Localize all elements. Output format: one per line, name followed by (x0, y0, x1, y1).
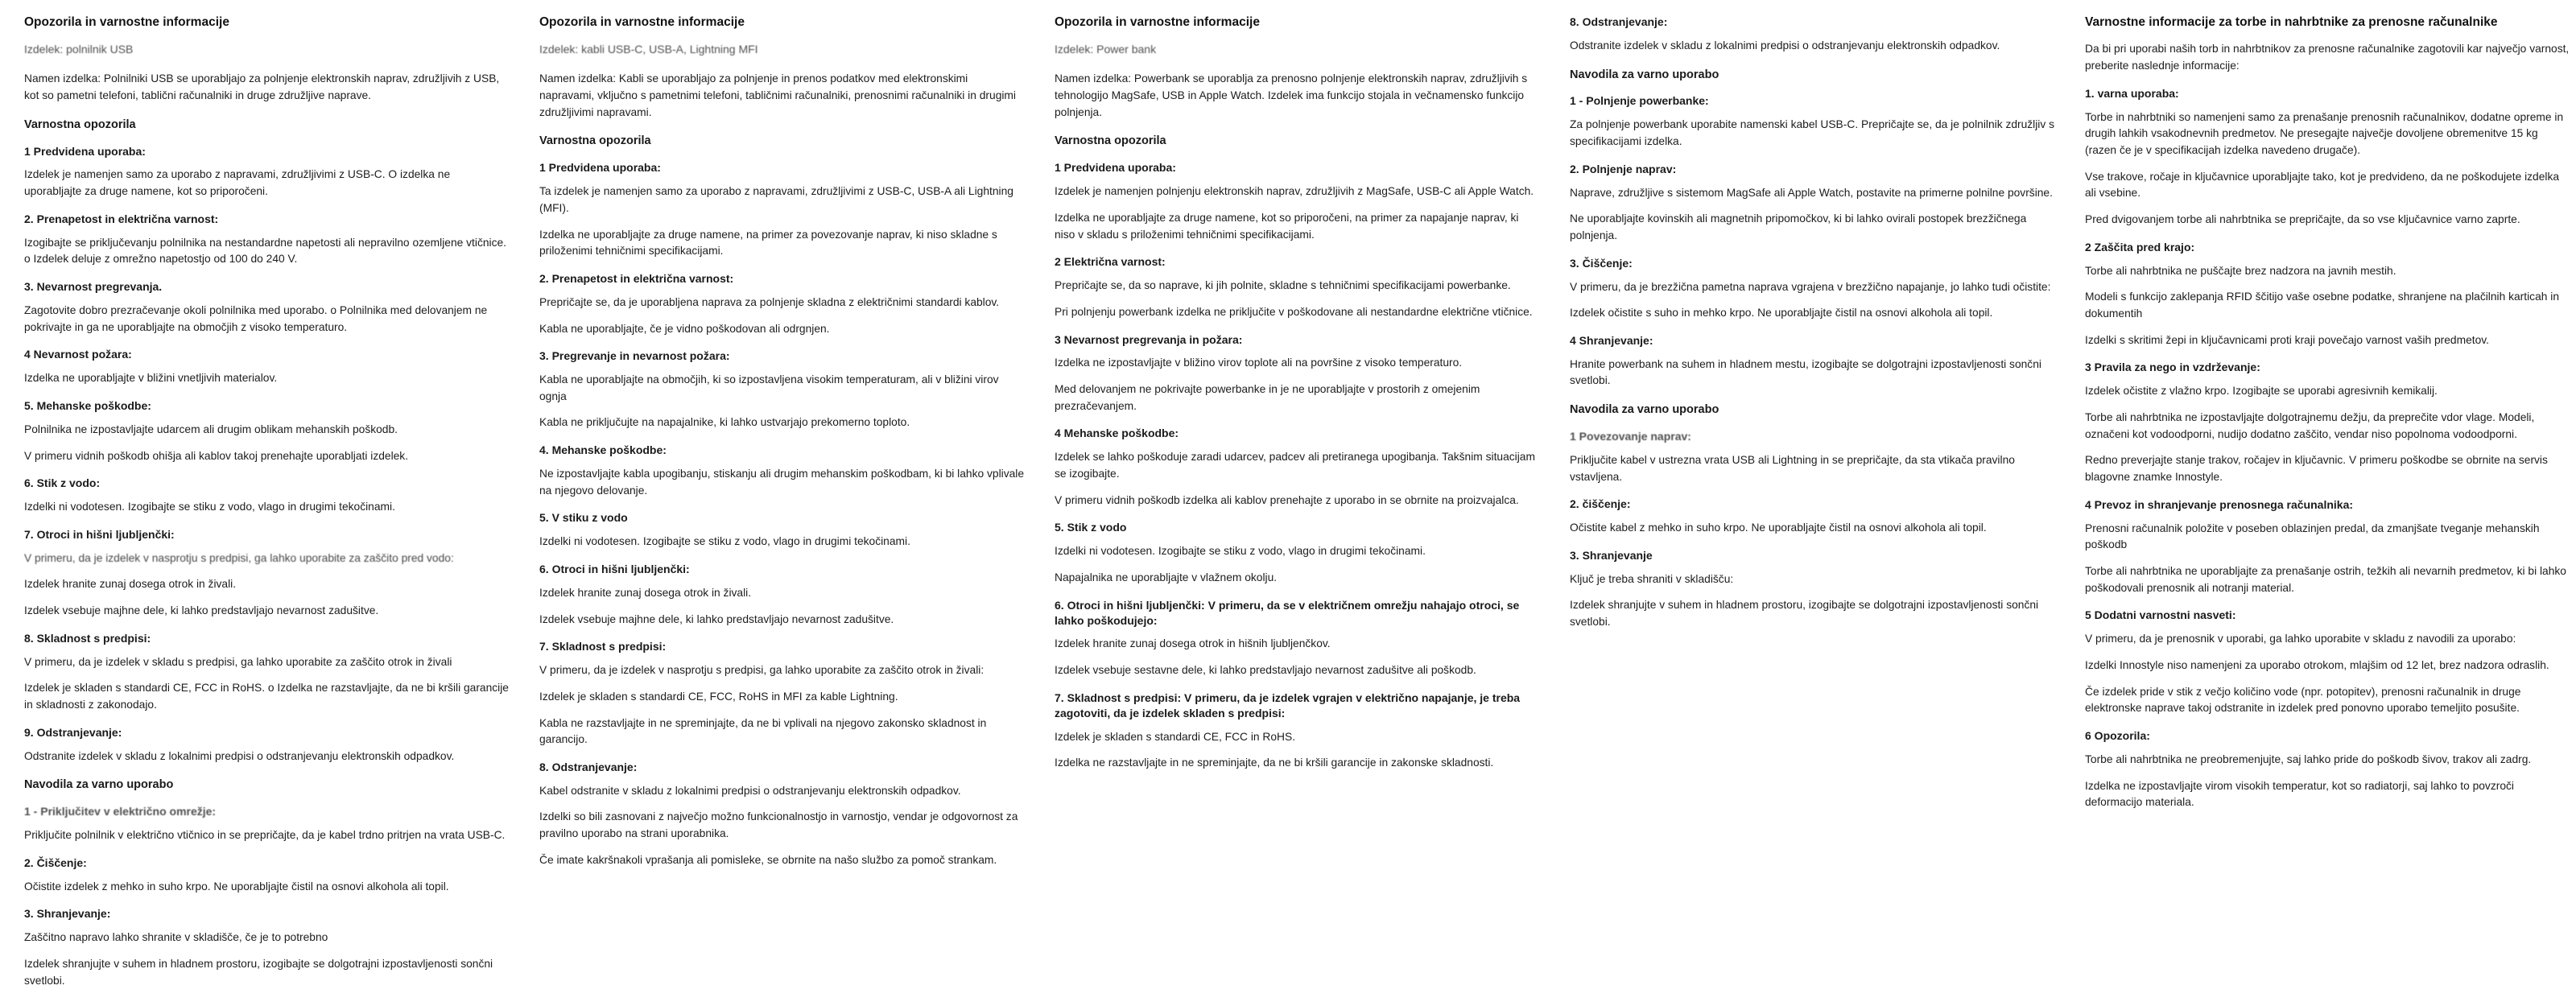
paragraph: Za polnjenje powerbank uporabite namenski kabel USB-C. Prepričajte se, da je polnilnik združljiv s specifikacijami izdelka. (1570, 118, 2055, 147)
paragraph: V primeru, da je izdelek v skladu s predpisi, ga lahko uporabite za zaščito otrok in živali (24, 655, 452, 668)
paragraph: Napajalnika ne uporabljajte v vlažnem okolju. (1055, 571, 1278, 583)
column-4-section2-heading: Navodila za varno uporabo (1570, 403, 1719, 417)
paragraph: Izdelka ne razstavljajte in ne spreminjajte, da ne bi kršili garancije in zakonske skladnosti. (1055, 757, 1494, 769)
heading: 7. Skladnost s predpisi: (539, 640, 667, 653)
paragraph: Izdelka ne uporabljajte za druge namene, kot so priporočeni, na primer za napajanje naprav, ki niso v skladu s priloženimi tehničnimi specifikacijami. (1055, 211, 1519, 241)
paragraph: Izdelek shranjujte v suhem in hladnem prostoru, izogibajte se dolgotrajni izpostavljenosti sončni svetlobi. (1570, 599, 2039, 629)
paragraph: Če izdelek pride v stik z večjo količino vode (npr. potopitev), prenosni računalnik in druge elektronske naprave takoj odstranite in izdelek pred ponovno uporabo temeljito posušite. (2085, 685, 2521, 715)
paragraph: Izdelki ni vodotesen. Izogibajte se stiku z vodo, vlago in drugimi tekočinami. (1055, 545, 1426, 558)
heading: 1 Povezovanje naprav: (1570, 430, 1691, 443)
paragraph: Kabla ne priključujte na napajalnike, ki lahko ustvarjajo prekomerno toploto. (539, 416, 910, 429)
heading: 3 Nevarnost pregrevanja in požara: (1055, 332, 1243, 346)
paragraph: Redno preverjajte stanje trakov, ročajev in ključavnic. V primeru poškodbe se obrnite na servis blagovne znamke Innostyle. (2085, 454, 2548, 484)
heading: 2. Polnjenje naprav: (1570, 162, 1677, 175)
paragraph: Izdelek hranite zunaj dosega otrok in živali. (24, 578, 237, 591)
paragraph: Kabla ne uporabljajte na območjih, ki so izpostavljena visokim temperaturam, ali v bližini virov ognja (539, 373, 999, 402)
paragraph: Pri polnjenju powerbank izdelka ne priključite v poškodovane ali nestandardne električne vtičnice. (1055, 305, 1533, 318)
column-1-intro: Namen izdelka: Polnilniki USB se uporabljajo za polnjenje elektronskih naprav, združljivih z USB, kot so pametni telefoni, tablični računalniki in druge združljive naprave. (24, 72, 500, 102)
heading: 1 - Polnjenje powerbanke: (1570, 94, 1709, 108)
paragraph: Izdelek vsebuje majhne dele, ki lahko predstavljajo nevarnost zadušitve. (24, 604, 379, 617)
paragraph: Izogibajte se priključevanju polnilnika na nestandardne napetosti ali nepravilno ozemljene vtičnice. o Izdelek deluje z omrežno napetostjo od 100 do 240 V. (24, 236, 506, 266)
paragraph: V primeru, da je izdelek v nasprotju s predpisi, ga lahko uporabite za zaščito pred vodo: (24, 551, 454, 564)
column-3-section-heading: Varnostna opozorila (1055, 134, 1166, 148)
heading: 3 Pravila za nego in vzdrževanje: (2085, 361, 2260, 374)
column-3 (1043, 14, 1558, 1006)
paragraph: Izdelka ne uporabljajte v bližini vnetljivih materialov. (24, 372, 278, 385)
heading: 2. Čiščenje: (24, 856, 87, 869)
paragraph: Med delovanjem ne pokrivajte powerbanke in je ne uporabljajte v prostorih z omejenim prezračevanjem. (1055, 383, 1480, 412)
paragraph: Ne izpostavljajte kabla upogibanju, stiskanju ali drugim mehanskim poškodbam, ki bi lahko vplivale na njegovo delovanje. (539, 468, 1025, 497)
column-4-title: 8. Odstranjevanje: (1570, 15, 1668, 28)
column-5-intro: Da bi pri uporabi naših torb in nahrbtnikov za prenosne računalnike zagotovili kar največjo varnost, preberite naslednje informacije: (2085, 43, 2570, 72)
heading: 2. Prenapetost in električna varnost: (24, 212, 219, 225)
column-3-title: Opozorila in varnostne informacije (1055, 15, 1260, 29)
column-1-product-label: Izdelek: polnilnik USB (24, 43, 134, 56)
paragraph: Zagotovite dobro prezračevanje okoli polnilnika med uporabo. o Polnilnika med delovanjem ne pokrivajte in ga ne uporabljajte na območjih z visoko temperaturo. (24, 304, 488, 333)
paragraph: Izdelek vsebuje majhne dele, ki lahko predstavljajo nevarnost zadušitve. (539, 612, 894, 625)
paragraph: Izdelki ni vodotesen. Izogibajte se stiku z vodo, vlago in drugimi tekočinami. (539, 535, 910, 548)
paragraph: Naprave, združljive s sistemom MagSafe ali Apple Watch, postavite na primerne polnilne površine. (1570, 186, 2053, 199)
paragraph: Prepričajte se, da so naprave, ki jih polnite, skladne s tehničnimi specifikacijami powerbanke. (1055, 279, 1511, 292)
heading: 5 Dodatni varnostni nasveti: (2085, 608, 2236, 622)
paragraph: Izdelka ne izpostavljajte virom visokih temperatur, kot so radiatorji, saj lahko to povzroči deformacijo materiala. (2085, 779, 2514, 809)
heading: 5. Stik z vodo (1055, 521, 1127, 534)
column-3-intro: Namen izdelka: Powerbank se uporablja za prenosno polnjenje elektronskih naprav, združljivih s tehnologijo MagSafe, USB in Apple Watch. Izdelek ima funkcijo stojala in večnamensko funkcijo polnjenja. (1055, 72, 1528, 118)
column-1 (13, 14, 528, 1006)
paragraph: Vse trakove, ročaje in ključavnice uporabljajte tako, kot je predvideno, da ne poškodujete izdelka ali vsebine. (2085, 170, 2560, 200)
paragraph: Torbe ali nahrbtnika ne preobremenjujte, saj lahko pride do poškodb šivov, trakov ali zadrg. (2085, 752, 2532, 765)
heading: 3. Nevarnost pregrevanja. (24, 280, 163, 294)
heading: 1 Predvidena uporaba: (1055, 161, 1176, 175)
heading: 1 - Priključitev v električno omrežje: (24, 805, 217, 818)
heading: 3. Shranjevanje (1570, 548, 1653, 562)
paragraph: Pred dvigovanjem torbe ali nahrbtnika se prepričajte, da so vse ključavnice varno zaprte. (2085, 213, 2520, 226)
closing-paragraph: Če imate kakršnakoli vprašanja ali pomisleke, se obrnite na našo službo za pomoč strankam. (539, 853, 997, 866)
closing-paragraph: Izdelki so bili zasnovani z največjo možno funkcionalnostjo in varnostjo, vendar je odgovornost za pravilno uporabo na strani uporabnika. (539, 810, 1018, 840)
heading: 4 Nevarnost požara: (24, 348, 132, 361)
paragraph: Hranite powerbank na suhem in hladnem mestu, izogibajte se dolgotrajni izpostavljenosti sončni svetlobi. (1570, 357, 2041, 387)
paragraph: Prepričajte se, da je uporabljena naprava za polnjenje skladna z električnimi standardi kablov. (539, 295, 1000, 308)
paragraph: Modeli s funkcijo zaklepanja RFID ščitijo vaše osebne podatke, shranjene na plačilnih karticah in dokumentih (2085, 291, 2559, 320)
paragraph: V primeru vidnih poškodb ohišja ali kablov takoj prenehajte uporabljati izdelek. (24, 449, 409, 462)
column-5-title: Varnostne informacije za torbe in nahrbtnike za prenosne računalnike (2085, 15, 2498, 29)
heading: 2. čiščenje: (1570, 497, 1631, 511)
paragraph: Izdelek je namenjen polnjenju elektronskih naprav, združljivih z MagSafe, USB-C ali Apple Watch. (1055, 185, 1534, 198)
heading: 4 Shranjevanje: (1570, 333, 1653, 347)
heading: 1 Predvidena uporaba: (539, 161, 661, 175)
paragraph: Prenosni računalnik položite v poseben oblazinjen predal, da zmanjšate tveganje mehanskih poškodb (2085, 522, 2540, 551)
paragraph: Torbe in nahrbtniki so namenjeni samo za prenašanje prenosnih računalnikov, dodatne opreme in drugih lahkih vsakodnevnih predmetov. Ne presegajte največje dovoljene obremenitve 15 kg (razen če je v specifikacijah izdelka navedeno drugače). (2085, 110, 2564, 157)
column-5 (2074, 14, 2576, 1006)
heading: 5. V stiku z vodo (539, 511, 628, 525)
column-2 (528, 14, 1043, 1006)
heading: 4. Mehanske poškodbe: (539, 443, 667, 457)
paragraph: Ta izdelek je namenjen samo za uporabo z napravami, združljivimi z USB-C, USB-A ali Lightning (MFI). (539, 185, 1013, 214)
paragraph: Torbe ali nahrbtnika ne izpostavljajte dolgotrajnemu dežju, da preprečite vdor vlage. Modeli, označeni kot vodoodporni, nudijo dodatno zaščito, vendar niso popolnoma vodoodporni. (2085, 410, 2535, 440)
heading: 2 Električna varnost: (1055, 255, 1166, 269)
paragraph: Izdelek vsebuje sestavne dele, ki lahko predstavljajo nevarnost zadušitve ali poškodb. (1055, 664, 1476, 677)
heading: 3. Pregrevanje in nevarnost požara: (539, 349, 730, 363)
column-4 (1558, 14, 2074, 1006)
column-2-product-label: Izdelek: kabli USB-C, USB-A, Lightning MFI (539, 43, 758, 56)
heading: 8. Skladnost s predpisi: (24, 631, 151, 645)
paragraph: Izdelki ni vodotesen. Izogibajte se stiku z vodo, vlago in drugimi tekočinami. (24, 501, 395, 513)
paragraph: Izdelek hranite zunaj dosega otrok in živali. (539, 586, 752, 599)
heading: 8. Odstranjevanje: (539, 760, 638, 773)
heading: 6. Otroci in hišni ljubljenčki: V primeru, da se v električnem omrežju nahajajo otroci, se lahko poškodujejo: (1055, 598, 1520, 627)
column-2-section-heading: Varnostna opozorila (539, 134, 651, 148)
paragraph: Izdelek je skladen s standardi CE, FCC in RoHS. o Izdelka ne razstavljajte, da ne bi kršili garancije in skladnosti z zakonodajo. (24, 682, 509, 711)
heading: 9. Odstranjevanje: (24, 725, 122, 739)
paragraph: Izdelek očistite z vlažno krpo. Izogibajte se uporabi agresivnih kemikalij. (2085, 385, 2438, 398)
heading: 1. varna uporaba: (2085, 86, 2179, 100)
paragraph: Izdelek je namenjen samo za uporabo z napravami, združljivimi z USB-C. O izdelka ne uporabljajte za druge namene, kot so priporočeni. (24, 168, 451, 198)
paragraph: Kabla ne razstavljajte in ne spreminjajte, da ne bi vplivali na njegovo zakonsko skladnost in garancijo. (539, 716, 987, 746)
paragraph: Priključite kabel v ustrezna vrata USB ali Lightning in se prepričajte, da sta vtikača pravilno vstavljena. (1570, 453, 2015, 483)
heading: 6 Opozorila: (2085, 729, 2150, 743)
heading: 3. Čiščenje: (1570, 256, 1633, 270)
paragraph: Izdelek shranjujte v suhem in hladnem prostoru, izogibajte se dolgotrajni izpostavljenosti sončni svetlobi. (24, 957, 493, 987)
column-1-section-heading: Varnostna opozorila (24, 118, 136, 131)
paragraph: Izdelek se lahko poškoduje zaradi udarcev, padcev ali pretiranega upogibanja. Takšnim situacijam se izogibajte. (1055, 451, 1535, 480)
paragraph: Torbe ali nahrbtnika ne uporabljajte za prenašanje ostrih, težkih ali nevarnih predmetov, ki bi lahko poškodovali prenosnik ali notranji material. (2085, 565, 2566, 594)
column-2-title: Opozorila in varnostne informacije (539, 15, 745, 29)
heading: 6. Otroci in hišni ljubljenčki: (539, 562, 690, 575)
paragraph: V primeru vidnih poškodb izdelka ali kablov prenehajte z uporabo in se obrnite na proizvajalca. (1055, 493, 1519, 506)
heading: 4 Prevoz in shranjevanje prenosnega računalnika: (2085, 497, 2354, 511)
column-4-section-heading: Navodila za varno uporabo (1570, 68, 1719, 81)
paragraph: Izdelek očistite s suho in mehko krpo. Ne uporabljajte čistil na osnovi alkohola ali topil. (1570, 307, 1993, 320)
paragraph: Izdelka ne izpostavljajte v bližino virov toplote ali na površine z visoko temperaturo. (1055, 357, 1463, 369)
column-3-product-label: Izdelek: Power bank (1055, 43, 1157, 56)
paragraph: Izdelka ne uporabljajte za druge namene, na primer za povezovanje naprav, ki niso skladne s priloženimi tehničnimi specifikacijami. (539, 228, 997, 258)
heading: 2. Prenapetost in električna varnost: (539, 271, 734, 285)
heading: 2 Zaščita pred krajo: (2085, 240, 2195, 254)
heading: 1 Predvidena uporaba: (24, 144, 146, 158)
paragraph: Izdelek hranite zunaj dosega otrok in hišnih ljubljenčkov. (1055, 637, 1331, 650)
paragraph: Torbe ali nahrbtnika ne puščajte brez nadzora na javnih mestih. (2085, 264, 2396, 277)
paragraph: Izdelek je skladen s standardi CE, FCC, RoHS in MFI za kable Lightning. (539, 690, 898, 703)
heading: 6. Stik z vodo: (24, 476, 101, 490)
heading: 7. Skladnost s predpisi: V primeru, da je izdelek vgrajen v električno napajanje, je treba zagotoviti, da je izdelek skladen s predpisi: (1055, 691, 1521, 719)
heading: 7. Otroci in hišni ljubljenčki: (24, 527, 175, 541)
column-1-title: Opozorila in varnostne informacije (24, 15, 229, 29)
column-2-intro: Namen izdelka: Kabli se uporabljajo za polnjenje in prenos podatkov med elektronskimi napravami, vključno s pametnimi telefoni, tabličnimi računalniki, prenosnimi računalniki in drugimi združljivimi napravami. (539, 72, 1016, 118)
paragraph: Priključite polnilnik v električno vtičnico in se prepričajte, da je kabel trdno pritrjen na vrata USB-C. (24, 829, 506, 842)
paragraph: Očistite izdelek z mehko in suho krpo. Ne uporabljajte čistil na osnovi alkohola ali topil. (24, 880, 449, 893)
paragraph: V primeru, da je brezžična pametna naprava vgrajena v brezžično napajanje, jo lahko tudi očistite: (1570, 280, 2051, 293)
paragraph: Očistite kabel z mehko in suho krpo. Ne uporabljajte čistil na osnovi alkohola ali topil. (1570, 522, 1987, 534)
paragraph: Zaščitno napravo lahko shranite v skladišče, če je to potrebno (24, 931, 328, 944)
heading: 3. Shranjevanje: (24, 907, 111, 921)
paragraph: Odstranite izdelek v skladu z lokalnimi predpisi o odstranjevanju elektronskih odpadkov. (24, 749, 455, 762)
paragraph: Kabla ne uporabljajte, če je vidno poškodovan ali odrgnjen. (539, 322, 830, 335)
paragraph: Izdelek je skladen s standardi CE, FCC in RoHS. (1055, 730, 1296, 743)
column-1-section2-heading: Navodila za varno uporabo (24, 778, 174, 792)
heading: 5. Mehanske poškodbe: (24, 398, 151, 412)
paragraph: Izdelki Innostyle niso namenjeni za uporabo otrokom, mlajšim od 12 let, brez nadzora odraslih. (2085, 658, 2549, 671)
paragraph: Polnilnika ne izpostavljajte udarcem ali drugim oblikam mehanskih poškodb. (24, 423, 398, 435)
heading: 4 Mehanske poškodbe: (1055, 427, 1179, 440)
paragraph: V primeru, da je izdelek v nasprotju s predpisi, ga lahko uporabite za zaščito otrok in živali: (539, 664, 985, 677)
column-4-intro: Odstranite izdelek v skladu z lokalnimi predpisi o odstranjevanju elektronskih odpadkov. (1570, 39, 2000, 52)
paragraph: Ne uporabljajte kovinskih ali magnetnih pripomočkov, ki bi lahko ovirali postopek brezžičnega polnjenja. (1570, 212, 2027, 241)
paragraph: Ključ je treba shraniti v skladišču: (1570, 572, 1734, 585)
paragraph: V primeru, da je prenosnik v uporabi, ga lahko uporabite v skladu z navodili za uporabo: (2085, 633, 2516, 645)
paragraph: Izdelki s skritimi žepi in ključavnicami proti kraji povečajo varnost vaših predmetov. (2085, 333, 2489, 346)
paragraph: Kabel odstranite v skladu z lokalnimi predpisi o odstranjevanju elektronskih odpadkov. (539, 784, 961, 797)
